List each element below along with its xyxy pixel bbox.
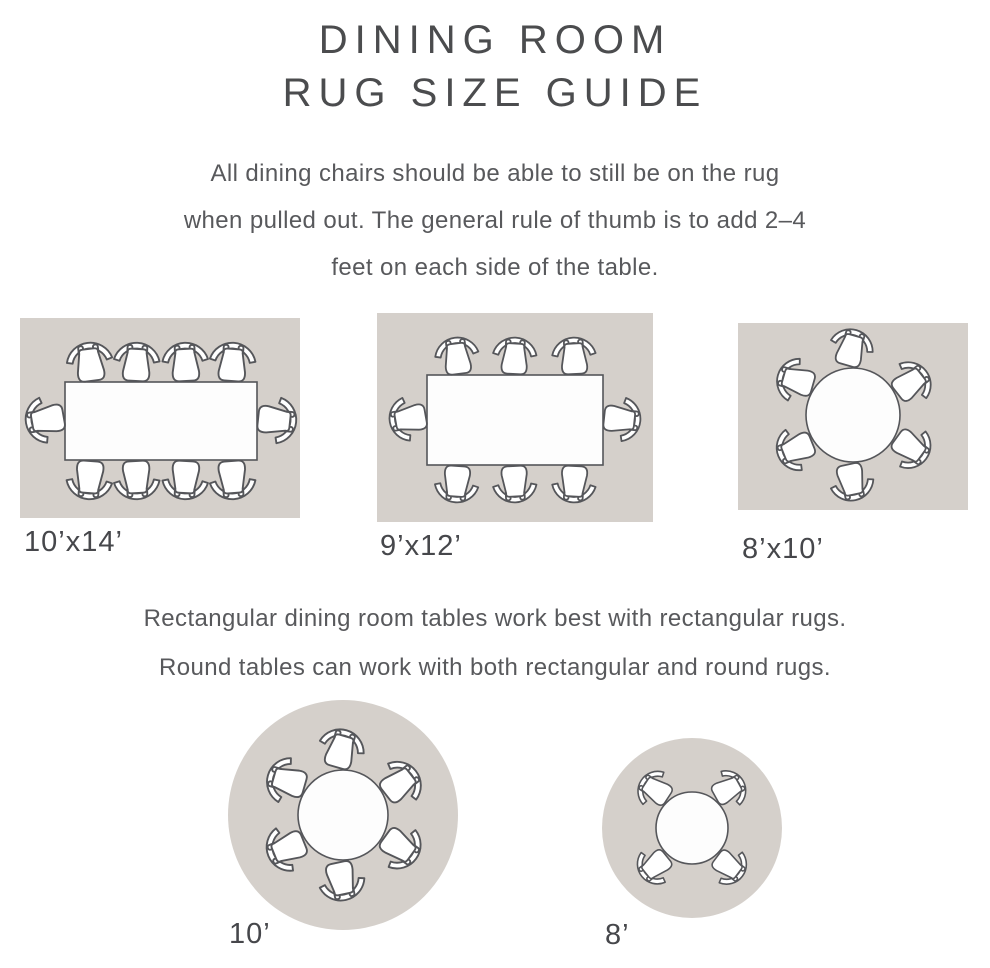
page-title [0, 14, 990, 120]
rug-size-label-8-round: 8’ [605, 919, 630, 951]
rug-9x12-illustration [363, 299, 667, 536]
diagram-rug-10-round [214, 686, 472, 950]
rug-8-round-illustration [588, 724, 796, 932]
round-dining-table [806, 368, 900, 462]
chair-seat [501, 465, 528, 497]
note-line-1: Rectangular dining room tables work best with rectangular rugs. [143, 605, 847, 632]
rug-8x10-svg [724, 309, 982, 524]
rug-size-label-10-round: 10’ [229, 918, 271, 950]
chair-seat [122, 460, 150, 493]
round-dining-table [298, 770, 388, 860]
diagram-rug-8-round [588, 724, 796, 951]
chair-seat [561, 465, 588, 497]
diagram-rug-10x14 [6, 304, 314, 558]
chair-seat [171, 460, 199, 493]
rug-size-label-10x14: 10’x14’ [24, 526, 123, 558]
intro-line-3: feet on each side of the table. [331, 254, 659, 281]
rug-10-round-svg [214, 686, 472, 944]
rug-10-round-illustration [214, 686, 472, 944]
intro-line-2: when pulled out. The general rule of thumb is to add 2–4 [183, 207, 807, 234]
chair-seat [171, 348, 199, 381]
note-line-2: Round tables can work with both rectangular and round rugs. [159, 654, 831, 681]
diagram-rug-9x12 [363, 299, 667, 562]
rug-9x12-svg [363, 299, 667, 536]
diagram-rug-8x10 [724, 309, 982, 565]
round-dining-table [656, 792, 728, 864]
title-line-2: RUG SIZE GUIDE [282, 71, 708, 115]
rectangular-dining-table [65, 382, 257, 460]
rectangular-dining-table [427, 375, 603, 465]
intro-line-1: All dining chairs should be able to still be on the rug [210, 160, 780, 187]
rug-size-label-9x12: 9’x12’ [380, 530, 462, 562]
rug-10x14-svg [6, 304, 314, 532]
note-text [0, 594, 990, 692]
chair-seat [122, 348, 150, 381]
intro-text [0, 150, 990, 291]
rug-10x14-illustration [6, 304, 314, 532]
rug-size-label-8x10: 8’x10’ [742, 533, 824, 565]
chair-seat [501, 343, 528, 375]
rug-8x10-illustration [724, 309, 982, 524]
title-line-1: DINING ROOM [318, 18, 672, 62]
chair-seat [561, 343, 588, 375]
rug-8-round-svg [588, 724, 796, 932]
